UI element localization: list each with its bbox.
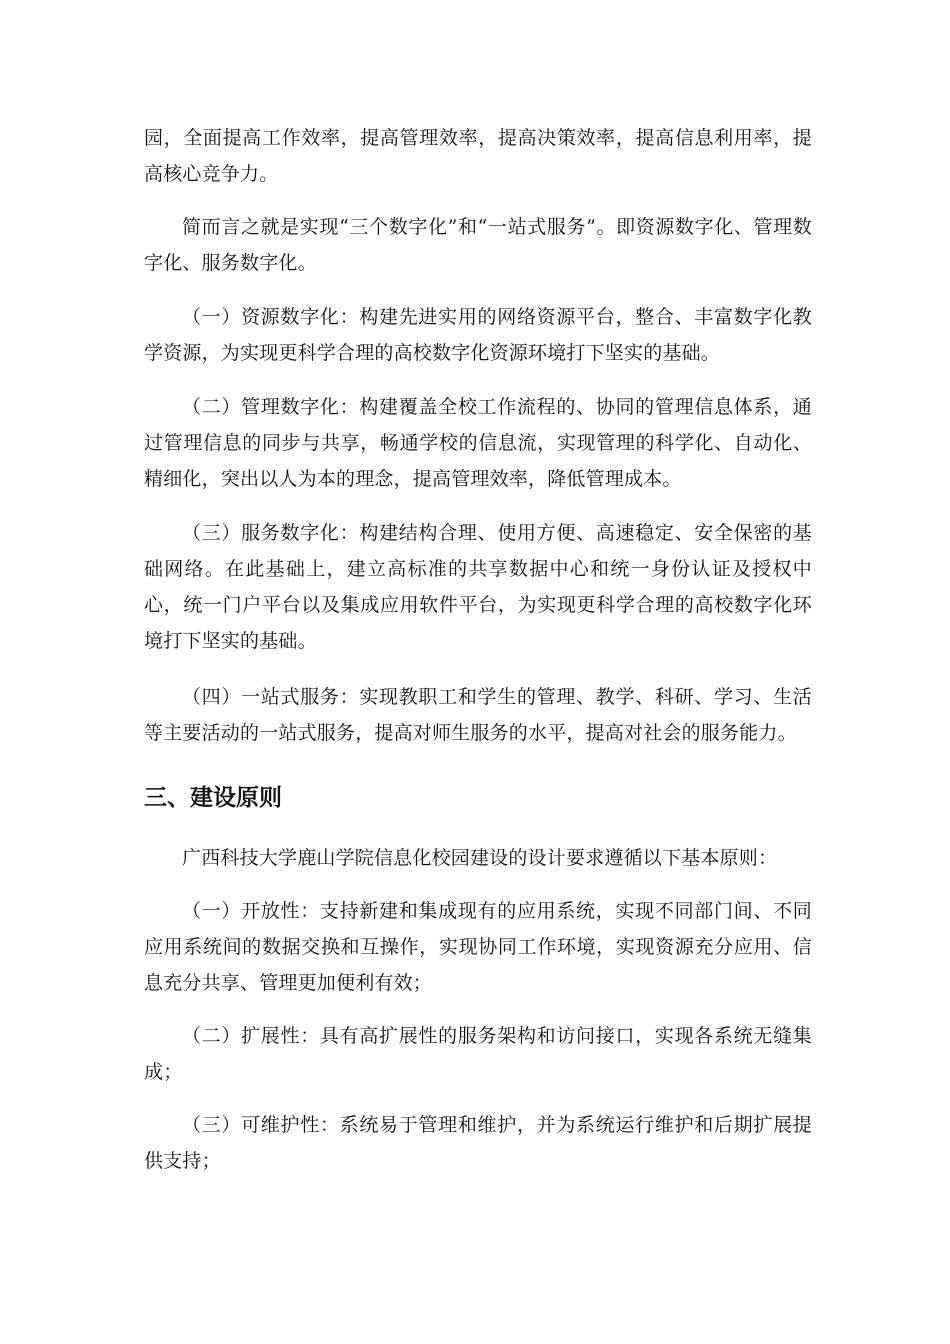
paragraph-one-stop-service: （四）一站式服务：实现教职工和学生的管理、教学、科研、学习、生活等主要活动的一站式服务，提高对师生服务的水平，提高对社会的服务能力。 bbox=[144, 686, 812, 744]
paragraph-principles-intro: 广西科技大学鹿山学院信息化校园建设的设计要求遵循以下基本原则： bbox=[182, 847, 778, 869]
paragraph-principle-openness: （一）开放性：支持新建和集成现有的应用系统，实现不同部门间、不同应用系统间的数据交换和互操作，实现协同工作环境，实现资源充分应用、信息充分共享、管理更加便利有效； bbox=[144, 900, 812, 994]
paragraph-principle-maintainability: （三）可维护性：系统易于管理和维护，并为系统运行维护和后期扩展提供支持； bbox=[144, 1114, 812, 1172]
paragraph-principle-extensibility: （二）扩展性：具有高扩展性的服务架构和访问接口，实现各系统无缝集成； bbox=[144, 1025, 812, 1083]
paragraph-service-digitization: （三）服务数字化：构建结构合理、使用方便、高速稳定、安全保密的基础网络。在此基础上，建立高标准的共享数据中心和统一身份认证及授权中心，统一门户平台以及集成应用软件平台，为实现更科学合理的高校数字化环境打下坚实的基础。 bbox=[144, 522, 812, 652]
paragraph-resource-digitization: （一）资源数字化：构建先进实用的网络资源平台，整合、丰富数字化教学资源，为实现更科学合理的高校数字化资源环境打下坚实的基础。 bbox=[144, 306, 812, 364]
section-heading: 三、建设原则 bbox=[144, 785, 282, 811]
paragraph-management-digitization: （二）管理数字化：构建覆盖全校工作流程的、协同的管理信息体系，通过管理信息的同步与共享，畅通学校的信息流，实现管理的科学化、自动化、精细化，突出以人为本的理念，提高管理效率，降低管理成本。 bbox=[144, 396, 812, 490]
paragraph-continuation: 园，全面提高工作效率，提高管理效率，提高决策效率，提高信息利用率，提高核心竞争力。 bbox=[144, 127, 812, 185]
paragraph-summary: 简而言之就是实现“三个数字化”和“一站式服务”。即资源数字化、管理数字化、服务数字化。 bbox=[144, 216, 812, 274]
